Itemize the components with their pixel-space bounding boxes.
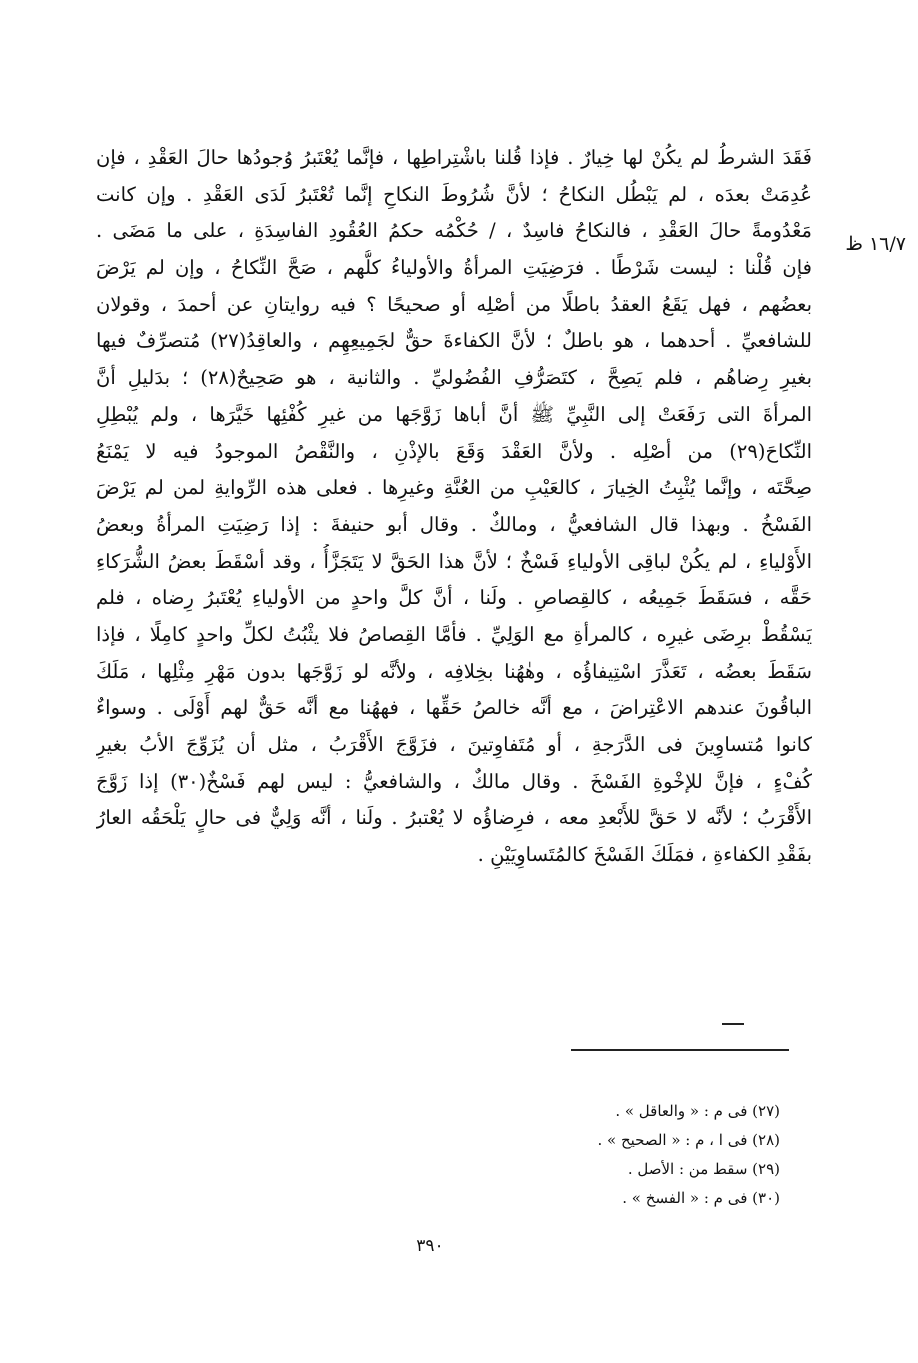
main-text-block <box>96 140 812 874</box>
text-line: بغيرِ رِضاهُم ، فلم يَصِحَّ ، كتَصَرُّفِ الفُضُوليِّ . والثانية ، هو صَحِيحٌ(٢٨) ؛ بدَليلِ أنَّ <box>96 366 812 390</box>
end-of-section-mark <box>722 1023 744 1025</box>
footnotes-block <box>380 1097 780 1213</box>
footnote: (٣٠) فى م : « الفسخ » . <box>622 1189 780 1207</box>
text-line: فَقَدَ الشرطُ لم يكُنْ لها خِيارٌ . فإذا قُلنا باشْتِراطِها ، فإنَّما يُعْتَبرُ وُجودُها حالَ العَقْدِ ، فإن <box>96 146 812 169</box>
margin-manuscript-reference: ١٦/٧ ظ <box>845 233 906 255</box>
text-line: كانوا مُتساوِينَ فى الدَّرَجةِ ، أو مُتَفاوِتينَ ، فزَوَّجَ الأَقْرَبُ ، مثل أن يُزَوِّجَ الأبُ بغيرِ <box>96 733 812 756</box>
text-line: سَقَطَ بعضُه ، تَعَذَّرَ اسْتِيفاؤُه ، وهٰهُنا بخِلافِه ، ولأنَّه لو زَوَّجَها بدون مَهْرِ مِثْلِها ، مَلَكَ <box>96 659 812 683</box>
text-line: فإن قُلْنا : ليست شَرْطًا . فرَضِيَتِ المرأةُ والأولياءُ كلُّهم ، صَحَّ النِّكاحُ ، وإن لم يَرْضَ <box>96 256 812 280</box>
text-line-final: بفَقْدِ الكفاءةِ ، فمَلَكَ الفَسْخَ كالمُتَساوِيَيْنِ . <box>477 843 812 867</box>
footnote: (٢٧) فى م : « والعاقل » . <box>615 1102 780 1120</box>
text-line: كُفْءٍ ، فإنَّ للإخْوةِ الفَسْخَ . وقال مالكٌ ، والشافعيُّ : ليس لهم فَسْخٌ(٣٠) إذا زَوَّجَ <box>96 769 812 793</box>
text-line: مَعْدُومةً حالَ العَقْدِ ، فالنكاحُ فاسِدٌ ، / حُكْمُه حكمُ العُقُودِ الفاسِدَةِ ، على ما مَضَى . <box>96 219 812 243</box>
text-line: يَسْقُطْ برِضَى غيرِه ، كالمرأةِ مع الوَلِيِّ . فأمَّا القِصاصُ فلا يثْبُتُ لكلِّ واحدٍ كامِلًا ، فإذا <box>96 622 812 646</box>
text-line: الفَسْخُ . وبهذا قال الشافعيُّ ، ومالكٌ . وقال أبو حنيفةَ : إذا رَضِيَتِ المرأةُ وبعضُ <box>96 512 812 536</box>
text-line: بعضُهم ، فهل يَقَعُ العقدُ باطلًا من أصْلِه أو صحيحًا ؟ فيه روايتانِ عن أحمدَ ، وقولان <box>96 292 812 316</box>
text-line: الأَوْلياءِ ، لم يكُنْ لباقِى الأولياءِ فَسْخٌ ؛ لأنَّ هذا الحَقَّ لا يَتَجَزَّأُ ، وقد أسْقَطَ بعضُ الشُّرَكاءِ <box>96 549 812 573</box>
text-line: المرأةَ التى رَفَعَتْ إلى النَّبِيِّ ﷺ أنَّ أباها زَوَّجَها من غيرِ كُفْئِها خَيَّرَها ، ولم يُبْطِلِ <box>96 402 812 426</box>
text-line: الأَقْرَبُ ؛ لأنَّه لا حَقَّ للأَبْعدِ معه ، فرِضاؤُه لا يُعْتبرُ . ولَنا ، أنَّه وَلِيٌّ فى حالٍ يَلْحَقُه العارُ <box>96 806 812 830</box>
page-number: ٣٩٠ <box>416 1236 444 1256</box>
footnote: (٢٨) فى ا ، م : « الصحيح » . <box>597 1131 780 1149</box>
text-line: للشافعيِّ . أحدهما ، هو باطلٌ ؛ لأنَّ الكفاءةَ حقٌّ لجَمِيعِهِم ، والعاقِدُ(٢٧) مُتصرِّفٌ فيها <box>96 329 812 353</box>
footnote-separator-rule <box>571 1049 789 1051</box>
text-line: عُدِمَتْ بعدَه ، لم يَبْطُل النكاحُ ؛ لأنَّ شُرُوطَ النكاحِ إنَّما تُعْتَبرُ لَدَى العَقْدِ . وإن كانت <box>96 182 812 206</box>
text-line: حَقَّه ، فسَقَطَ جَمِيعُه ، كالقِصاصِ . ولَنا ، أنَّ كلَّ واحدٍ من الأولياءِ يُعْتَبرُ رِضاه ، فلم <box>96 586 812 610</box>
text-line: الباقُونَ عندهم الاعْتِراضَ ، مع أنَّه خالصُ حَقِّها ، فههُنا مع أنَّه حَقٌّ لهم أَوْلَى . وسواءٌ <box>96 696 812 720</box>
text-line: النِّكاحَ(٢٩) من أصْلِه . ولأنَّ العَقْدَ وَقَعَ بالإذْنِ ، والنَّقْصُ الموجودُ فيه لا يَمْنَعُ <box>96 439 812 463</box>
text-line: صِحَّتَه ، وإنَّما يُثْبِتُ الخِيارَ ، كالعَيْبِ من العُنَّةِ وغيرِها . فعلى هذه الرِّوايةِ لمن لم يَرْضَ <box>96 476 812 500</box>
footnote: (٢٩) سقط من : الأصل . <box>627 1160 780 1178</box>
